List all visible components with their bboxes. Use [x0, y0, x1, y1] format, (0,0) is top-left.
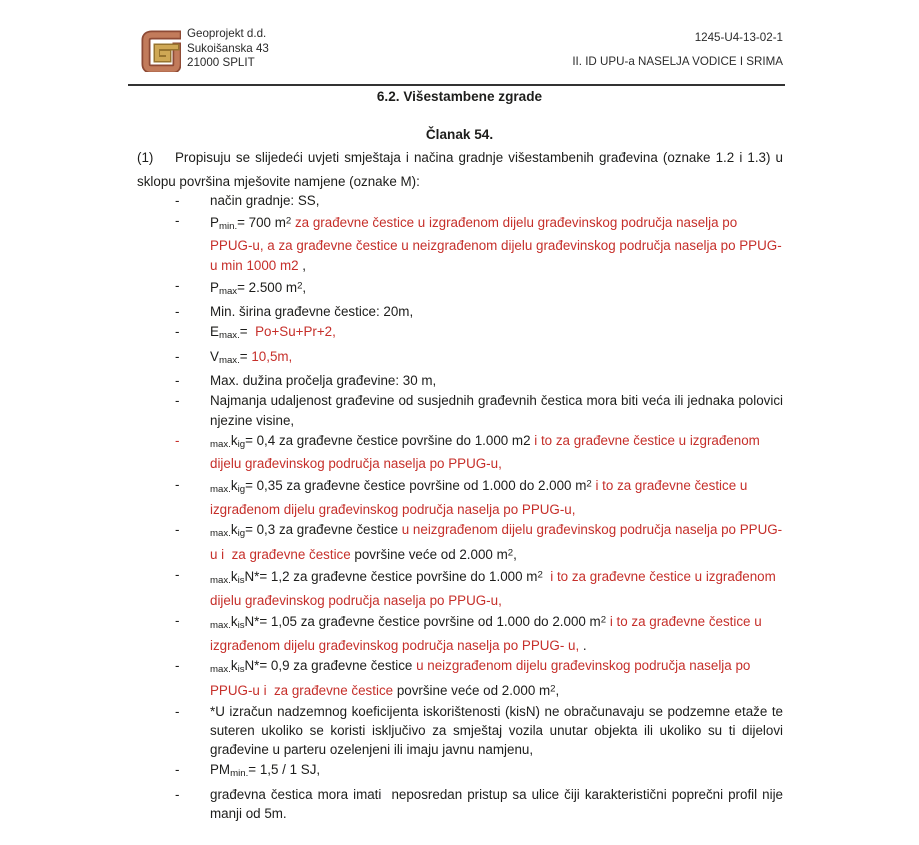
- list-item-dash: -: [175, 658, 180, 674]
- list-item-dash: -: [175, 393, 180, 409]
- list-item: [137, 475, 783, 519]
- list-item-dash: -: [175, 324, 180, 340]
- list-item-dash: -: [175, 762, 180, 778]
- list-item-text: $_{max.}k_{ig}= 0,4$ za građevne čestice površine do 1.000 m2 i to za građevne čestice u izgrađenom dijelu građevinskog područja naselja po PPUG-u,: [210, 433, 760, 472]
- list-item: [137, 276, 783, 301]
- paragraph-number: (1): [137, 150, 154, 165]
- company-city: 21000 SPLIT: [187, 56, 255, 69]
- list-item-text: $_{max.}k_{is}N*= 1,05$ za građevne čestice površine od 1.000 do 2.000 $m^2$ i to za građevne čestice u izgrađenom dijelu građevinskog područja naselja po PPUG- u, .: [210, 614, 762, 653]
- document-number: 1245-U4-13-02-1: [694, 31, 783, 44]
- list-item: [137, 302, 783, 321]
- list-item: [137, 785, 783, 824]
- list-item-text: Min. širina građevne čestice: 20m,: [210, 304, 414, 320]
- list-item-text: *U izračun nadzemnog koeficijenta iskorištenosti (kisN) ne obračunavaju se podzemne etaže te suteren ukoliko se koristi isključivo za smještaj vozila unutar objekta ili ukoliko su ti dijelovi građevine u parteru ozelenjeni ili imaju javnu namjenu,: [210, 703, 783, 758]
- list-item-dash: -: [175, 373, 180, 389]
- company-address: Sukoišanska 43: [187, 41, 269, 55]
- list-item: [137, 211, 783, 275]
- list-item: [137, 391, 783, 430]
- list-item-text: Max. dužina pročelja građevine: 30 m,: [210, 373, 437, 389]
- list-item-text: $V_{max.}= 10,5m$,: [210, 348, 293, 366]
- list-item: [137, 347, 783, 370]
- list-item-text: $P_{max}= 2.500$ $m^2$,: [210, 279, 307, 297]
- company-name: Geoprojekt d.d.: [187, 27, 267, 40]
- list-item: [137, 520, 783, 564]
- list-item-text: $_{max.}k_{is}N*= 0,9$ za građevne čestice u neizgrađenom dijelu građevinskog područja naselja po PPUG-u i za građevne čestice površine veće od 2.000 $m^2$,: [210, 658, 751, 699]
- list-item-text: $_{max.}k_{ig}= 0,3$ za građevne čestice u neizgrađenom dijelu građevinskog područja naselja po PPUG-u i za građevne čestice površine veće od 2.000 $m^2$,: [210, 522, 783, 563]
- list-item: [137, 565, 783, 609]
- conditions-list: [137, 191, 783, 824]
- section-title: 6.2. Višestambene zgrade: [376, 89, 543, 104]
- list-item-dash: -: [175, 612, 180, 628]
- geoprojekt-logo-icon: [140, 27, 181, 72]
- list-item-dash: -: [175, 433, 180, 449]
- header-rule: [128, 84, 785, 86]
- list-item-dash: -: [175, 193, 180, 208]
- company-block: [187, 27, 269, 71]
- list-item-text: način gradnje: SS,: [210, 193, 320, 208]
- list-item-text: $PM_{min.}= 1,5 / 1$ SJ,: [210, 762, 321, 780]
- list-item: [137, 702, 783, 760]
- list-item-dash: -: [175, 277, 180, 293]
- list-item: [137, 431, 783, 474]
- list-item-dash: -: [175, 567, 180, 583]
- list-item-text: $P_{min.}= 700$ $m^2$ za građevne čestice u izgrađenom dijelu građevinskog područja naselja po PPUG-u, a za građevne čestice u neizgrađenom dijelu građevinskog područja naselja po PPUG-u min 1000 m2 ,: [210, 214, 782, 273]
- list-item-text: $_{max.}k_{is}N*= 1,2$ za građevne čestice površine do 1.000 $m^2$ i to za građevne čestice u izgrađenom dijelu građevinskog područja naselja po PPUG-u,: [210, 569, 776, 608]
- list-item-dash: -: [175, 213, 180, 229]
- paragraph-1: [137, 146, 783, 194]
- list-item: [137, 760, 783, 783]
- list-item: [137, 322, 783, 345]
- list-item-dash: -: [175, 348, 180, 364]
- list-item: [137, 611, 783, 655]
- list-item-text: $_{max.}k_{ig}= 0,35$ za građevne čestice površine od 1.000 do 2.000 $m^2$ i to za građevne čestice u izgrađenom dijelu građevinskog područja naselja po PPUG-u,: [210, 478, 748, 517]
- list-item: [137, 371, 783, 390]
- list-item-dash: -: [175, 476, 180, 492]
- list-item-dash: -: [175, 703, 180, 719]
- list-item-dash: -: [175, 786, 180, 802]
- document-title: II. ID UPU-a NASELJA VODICE I SRIMA: [572, 55, 783, 68]
- paragraph-text: Propisuju se slijedeći uvjeti smještaja i načina gradnje višestambenih građevina (oznake 1.2 i 1.3) u sklopu površina mješovite namjene (oznake M):: [137, 150, 783, 189]
- list-item-text: $E_{max.}= Po+Su+Pr+2$,: [210, 324, 336, 342]
- article-heading: Članak 54.: [425, 127, 494, 142]
- list-item-dash: -: [175, 304, 180, 320]
- list-item: [137, 656, 783, 700]
- list-item: [137, 191, 783, 210]
- list-item-text: građevna čestica mora imati neposredan pristup sa ulice čiji karakteristični poprečni profil nije manji od 5m.: [210, 786, 783, 822]
- list-item-dash: -: [175, 522, 180, 538]
- list-item-text: Najmanja udaljenost građevine od susjednih građevnih čestica mora biti veća ili jednaka polovici njezine visine,: [210, 393, 783, 428]
